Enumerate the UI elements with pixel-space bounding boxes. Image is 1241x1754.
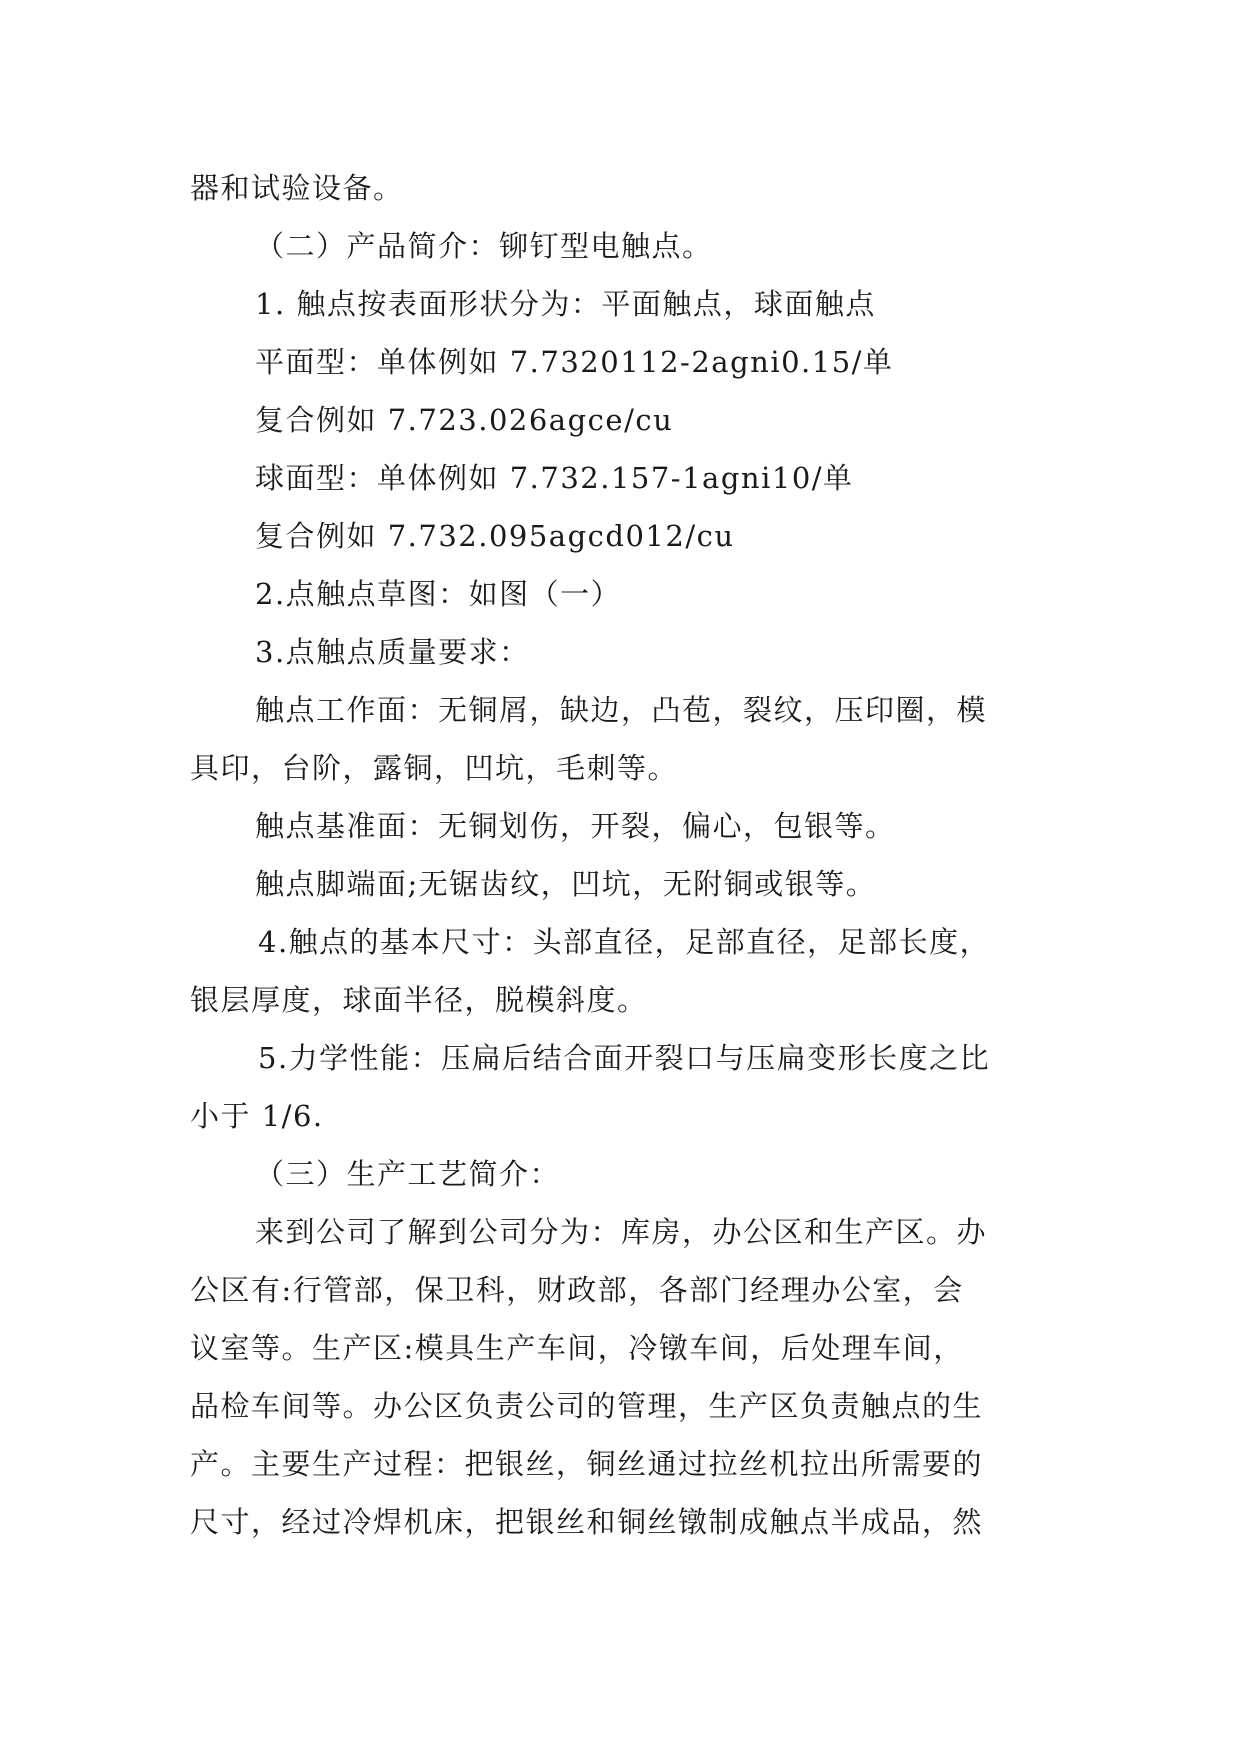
text-line: 议室等。生产区:模具生产车间，冷镦车间，后处理车间，: [190, 1331, 964, 1365]
section-heading: （三）生产工艺简介：: [255, 1157, 561, 1191]
text-line: 具印，台阶，露铜，凹坑，毛刺等。: [190, 751, 679, 785]
text-line: 触点基准面：无铜划伤，开裂，偏心，包银等。: [255, 809, 896, 843]
text-line: 来到公司了解到公司分为：库房，办公区和生产区。办: [255, 1215, 988, 1249]
text-line: 1. 触点按表面形状分为：平面触点，球面触点: [255, 287, 876, 321]
text-line: 触点脚端面;无锯齿纹，凹坑，无附铜或银等。: [255, 867, 877, 901]
text-line: 球面型：单体例如 7.732.157-1agni10/单: [255, 461, 854, 495]
text-line: 触点工作面：无铜屑，缺边，凸苞，裂纹，压印圈，模: [255, 693, 988, 727]
text-line: 品检车间等。办公区负责公司的管理，生产区负责触点的生: [190, 1389, 984, 1423]
section-heading: （二）产品简介：铆钉型电触点。: [255, 229, 713, 263]
text-line: 器和试验设备。: [190, 171, 404, 205]
text-line: 复合例如 7.723.026agce/cu: [255, 403, 674, 437]
text-line: 产。主要生产过程：把银丝，铜丝通过拉丝机拉出所需要的: [190, 1447, 984, 1481]
text-line: 小于 1/6.: [190, 1099, 324, 1133]
text-line: 3.点触点质量要求：: [255, 635, 530, 669]
text-line: 公区有:行管部，保卫科，财政部，各部门经理办公室，会: [190, 1273, 964, 1307]
text-line: 4.触点的基本尺寸：头部直径，足部直径，足部长度，: [258, 925, 991, 959]
text-line: 银层厚度，球面半径，脱模斜度。: [190, 983, 648, 1017]
text-line: 尺寸，经过冷焊机床，把银丝和铜丝镦制成触点半成品，然: [190, 1505, 984, 1539]
text-line: 复合例如 7.732.095agcd012/cu: [255, 519, 735, 553]
text-line: 平面型：单体例如 7.7320112-2agni0.15/单: [255, 345, 894, 379]
text-line: 2.点触点草图：如图（一）: [255, 577, 622, 611]
text-line: 5.力学性能：压扁后结合面开裂口与压扁变形长度之比: [258, 1041, 991, 1075]
